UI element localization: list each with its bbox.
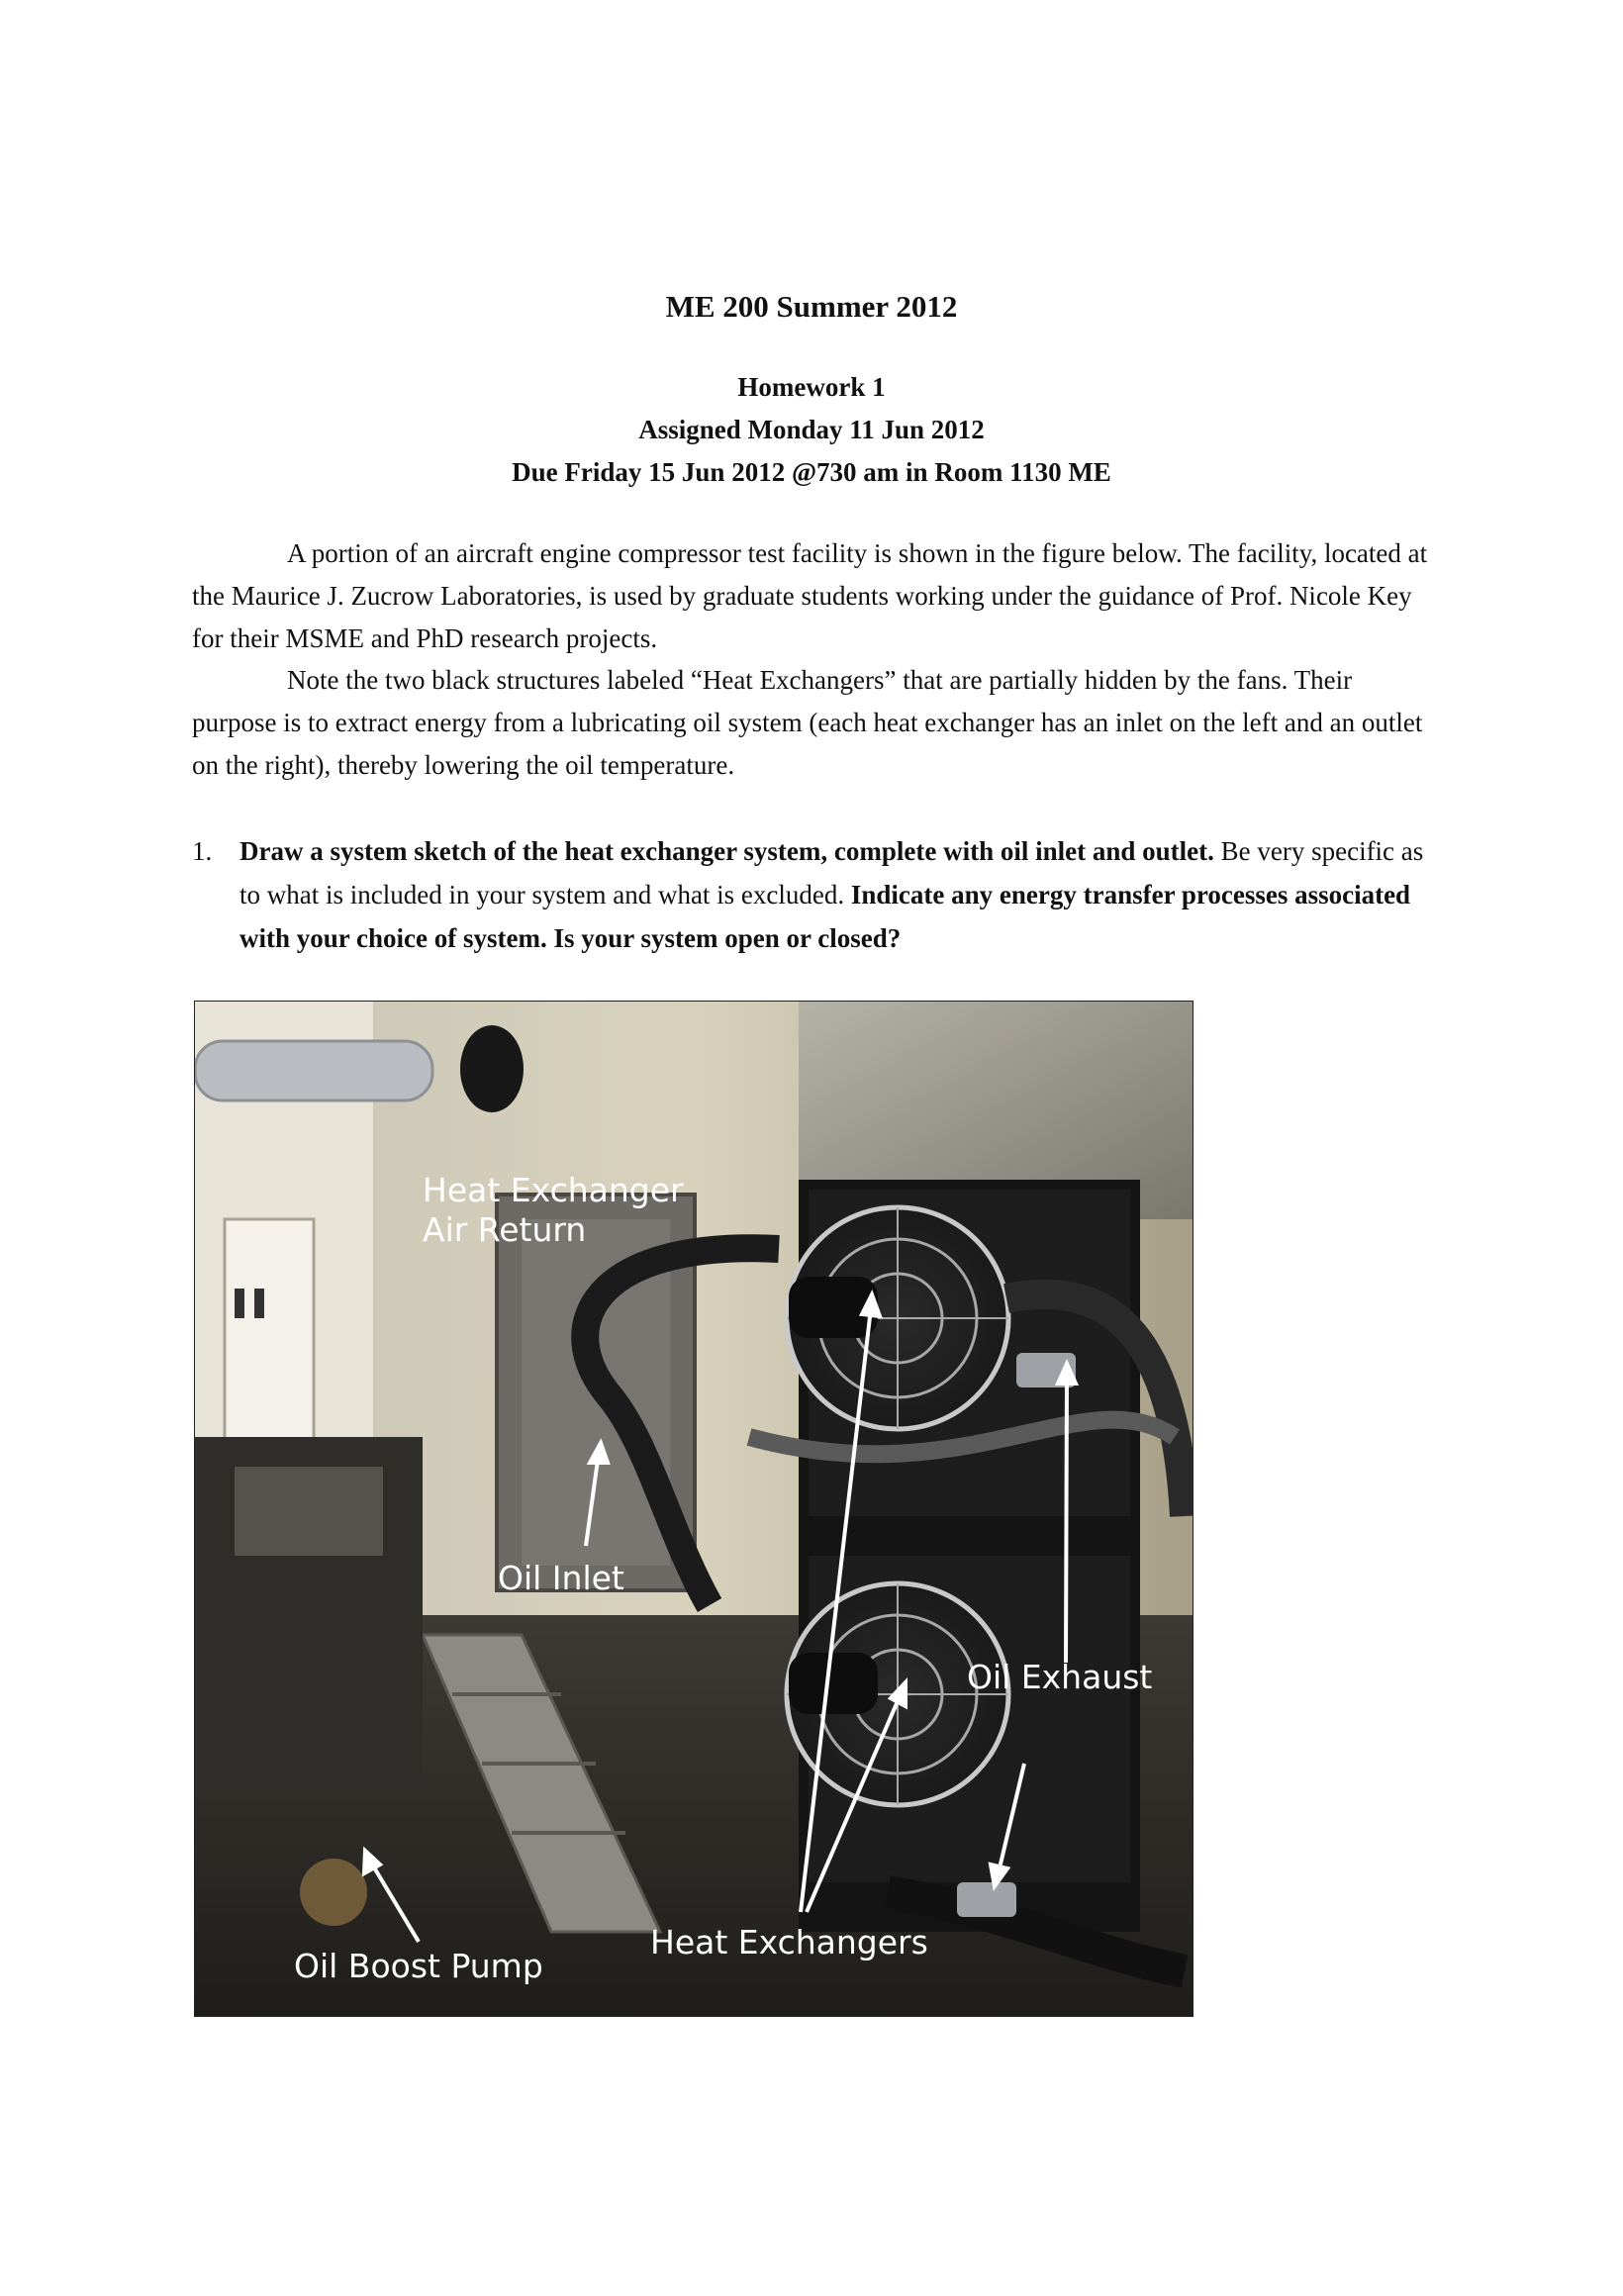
intro-paragraph bbox=[192, 532, 1433, 660]
question-normal: Be very specific as to what is included in your system and what is excluded. bbox=[239, 836, 1424, 909]
page-title: ME 200 Summer 2012 bbox=[665, 289, 958, 324]
facility-photo bbox=[194, 1001, 1193, 2017]
question-1 bbox=[192, 829, 1439, 960]
question-bold-2: Indicate any energy transfer processes associated with your choice of system. Is your system open or closed? bbox=[239, 880, 1411, 953]
note-text: Note the two black structures labeled “Heat Exchangers” that are partially hidden by the fans. Their purpose is to extract energy from a lubricating oil system (each heat exchanger has an inlet on the left and an outlet on the right), thereby lowering the oil temperature. bbox=[192, 665, 1423, 780]
label-oil-exhaust: Oil Exhaust bbox=[967, 1658, 1153, 1696]
label-air-return-1: Heat Exchanger bbox=[423, 1171, 684, 1209]
assigned-date: Assigned Monday 11 Jun 2012 bbox=[638, 415, 985, 444]
label-air-return-2: Air Return bbox=[423, 1210, 587, 1249]
question-bold-1: Draw a system sketch of the heat exchanger system, complete with oil inlet and outlet. bbox=[239, 836, 1214, 866]
question-number: 1. bbox=[192, 836, 213, 866]
label-heat-exchangers: Heat Exchangers bbox=[650, 1923, 928, 1961]
intro-text: A portion of an aircraft engine compressor test facility is shown in the figure below. The facility, located at the Maurice J. Zucrow Laboratories, is used by graduate students working under the guidance of Prof. Nicole Key for their MSME and PhD research projects. bbox=[192, 538, 1428, 653]
duct bbox=[195, 1041, 432, 1100]
label-oil-boost-pump: Oil Boost Pump bbox=[294, 1947, 543, 1985]
upper-fan bbox=[787, 1207, 1008, 1429]
label-oil-inlet: Oil Inlet bbox=[498, 1559, 624, 1597]
assignment-heading bbox=[0, 366, 1623, 494]
homework-title: Homework 1 bbox=[737, 372, 886, 402]
note-paragraph bbox=[192, 659, 1433, 787]
boost-pump-body bbox=[300, 1859, 367, 1926]
due-date: Due Friday 15 Jun 2012 @730 am in Room 1130 ME bbox=[512, 457, 1111, 487]
vent bbox=[460, 1025, 524, 1112]
question-body bbox=[239, 829, 1439, 960]
